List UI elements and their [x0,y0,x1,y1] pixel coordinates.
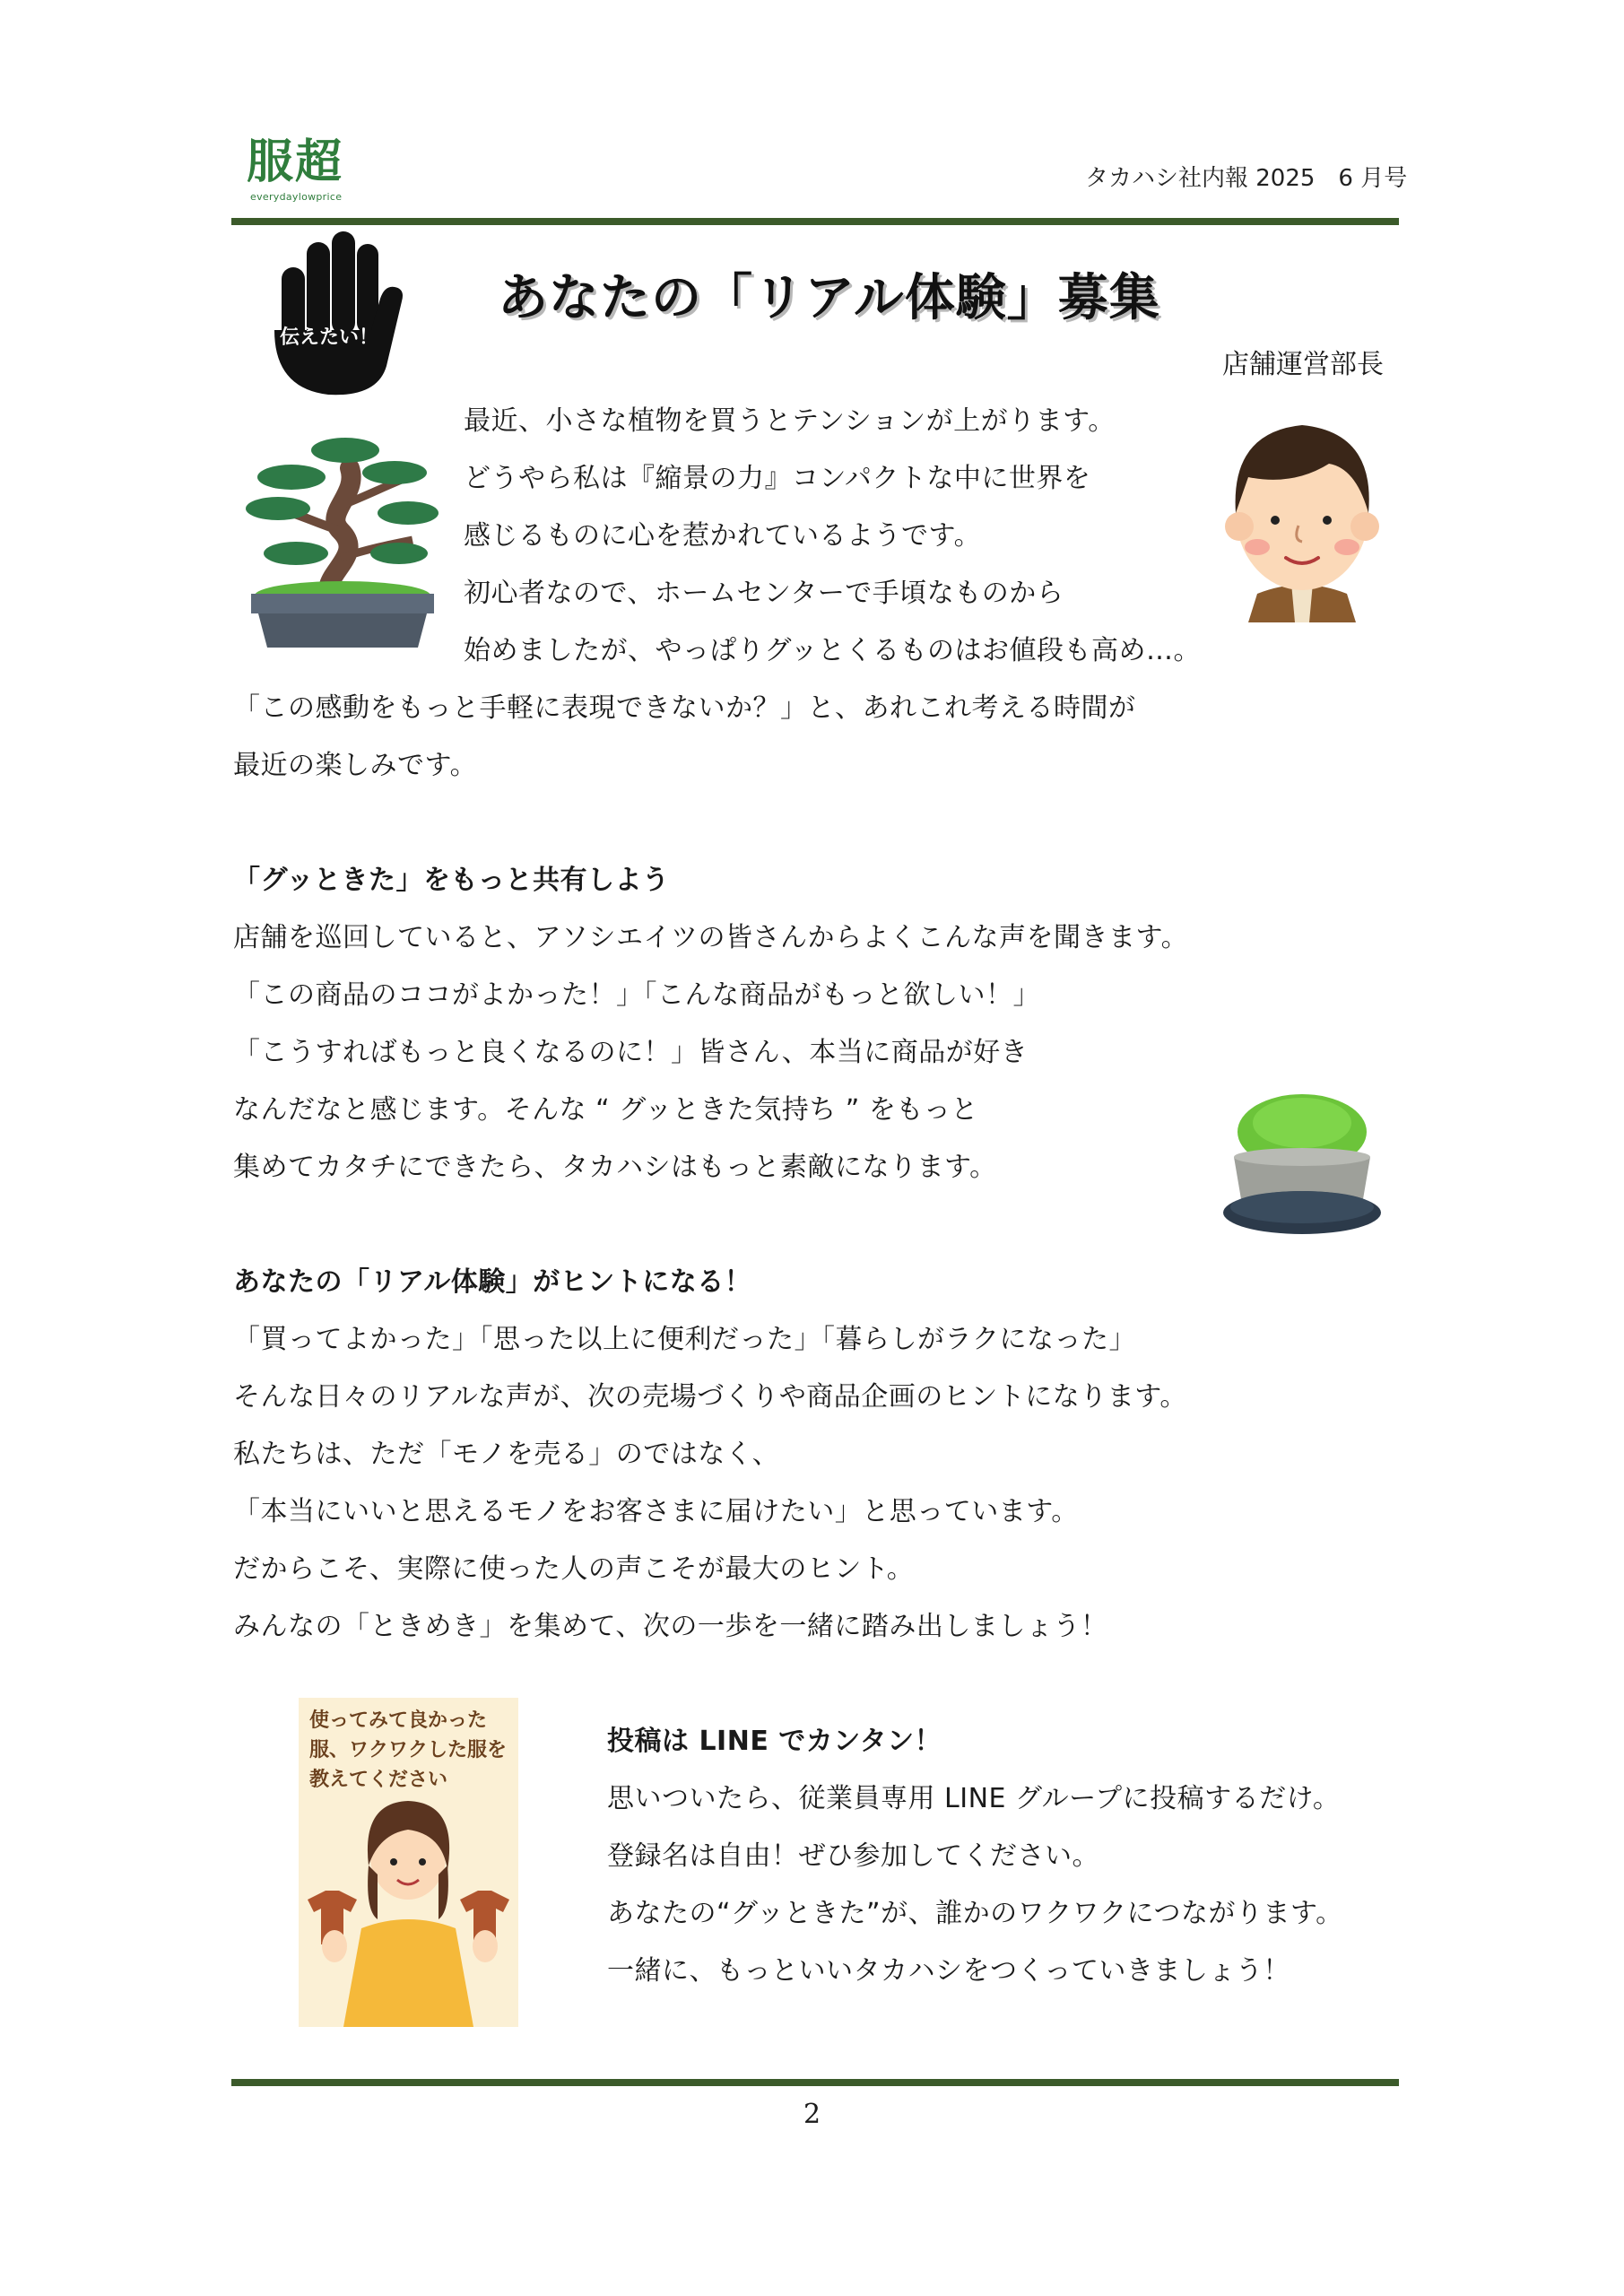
author-avatar [1221,414,1383,622]
section-line: みんなの「ときめき」を集めて、次の一歩を一緒に踏み出しましょう！ [233,1611,1108,1642]
section-heading: 「グッときた」をもっと共有しよう [233,865,670,896]
section-line: 「こうすればもっと良くなるのに！」皆さん、本当に商品が好き [233,1037,1029,1068]
header-rule [231,218,1399,225]
intro-line: 始めましたが、やっぱりグッとくるものはお値段も高め…。 [464,635,1201,666]
page-number: 2 [803,2099,821,2130]
bonsai-pine-icon [242,423,444,657]
section-line: 集めてカタチにできたら、タカハシはもっと素敵になります。 [233,1152,997,1183]
section-line: なんだなと感じます。そんな “ グッときた気持ち ” をもっと [233,1094,978,1126]
section-line: 一緒に、もっといいタカハシをつくっていきましょう！ [607,1955,1290,1987]
section-line: 「買ってよかった」「思った以上に便利だった」「暮らしがラクになった」 [233,1324,1136,1355]
hand-badge-icon [265,231,409,397]
section-line: 登録名は自由！ぜひ参加してください。 [607,1840,1099,1872]
moss-bonsai-icon [1221,1087,1383,1239]
poster-text: 使ってみて良かった服、ワクワクした服を教えてください [309,1709,508,1791]
section-line: 思いついたら、従業員専用 LINE グループに投稿するだけ。 [607,1783,1341,1814]
woman-holding-shirts-icon [299,1785,518,2027]
company-logo: 服超 [247,135,344,189]
footer-rule [231,2079,1399,2086]
issue-label: タカハシ社内報 2025 6 月号 [1085,165,1408,192]
section-line: 店舗を巡回していると、アソシエイツの皆さんからよくこんな声を聞きます。 [233,922,1189,953]
intro-line: 最近、小さな植物を買うとテンションが上がります。 [464,405,1116,437]
intro-line: 「この感動をもっと手軽に表現できないか？」と、あれこれ考える時間が [233,692,1136,724]
intro-line: 最近の楽しみです。 [233,750,478,781]
logo-tagline: everydaylowprice [250,191,343,203]
article-title: あなたの「リアル体験」募集 [498,269,1160,327]
section-line: そんな日々のリアルな声が、次の売場づくりや商品企画のヒントになります。 [233,1381,1187,1413]
hand-badge-text: 伝えたい！ [280,326,379,349]
section-heading: あなたの「リアル体験」がヒントになる！ [233,1266,752,1298]
intro-line: 初心者なので、ホームセンターで手頃なものから [464,578,1064,609]
section-line: 「本当にいいと思えるモノをお客さまに届けたい」と思っています。 [233,1496,1079,1527]
author-label: 店舗運営部長 [1222,349,1384,380]
section-line: 私たちは、ただ「モノを売る」のではなく、 [233,1439,780,1470]
section-line: 「この商品のココがよかった！」「こんな商品がもっと欲しい！」 [233,979,1040,1011]
section-line: だからこそ、実際に使った人の声こそが最大のヒント。 [233,1553,915,1585]
section-line: あなたの“グッときた”が、誰かのワクワクにつながります。 [607,1898,1343,1929]
section-heading: 投稿は LINE でカンタン！ [607,1726,942,1757]
intro-line: 感じるものに心を惹かれているようです。 [464,520,982,552]
intro-line: どうやら私は『縮景の力』コンパクトな中に世界を [464,463,1091,494]
